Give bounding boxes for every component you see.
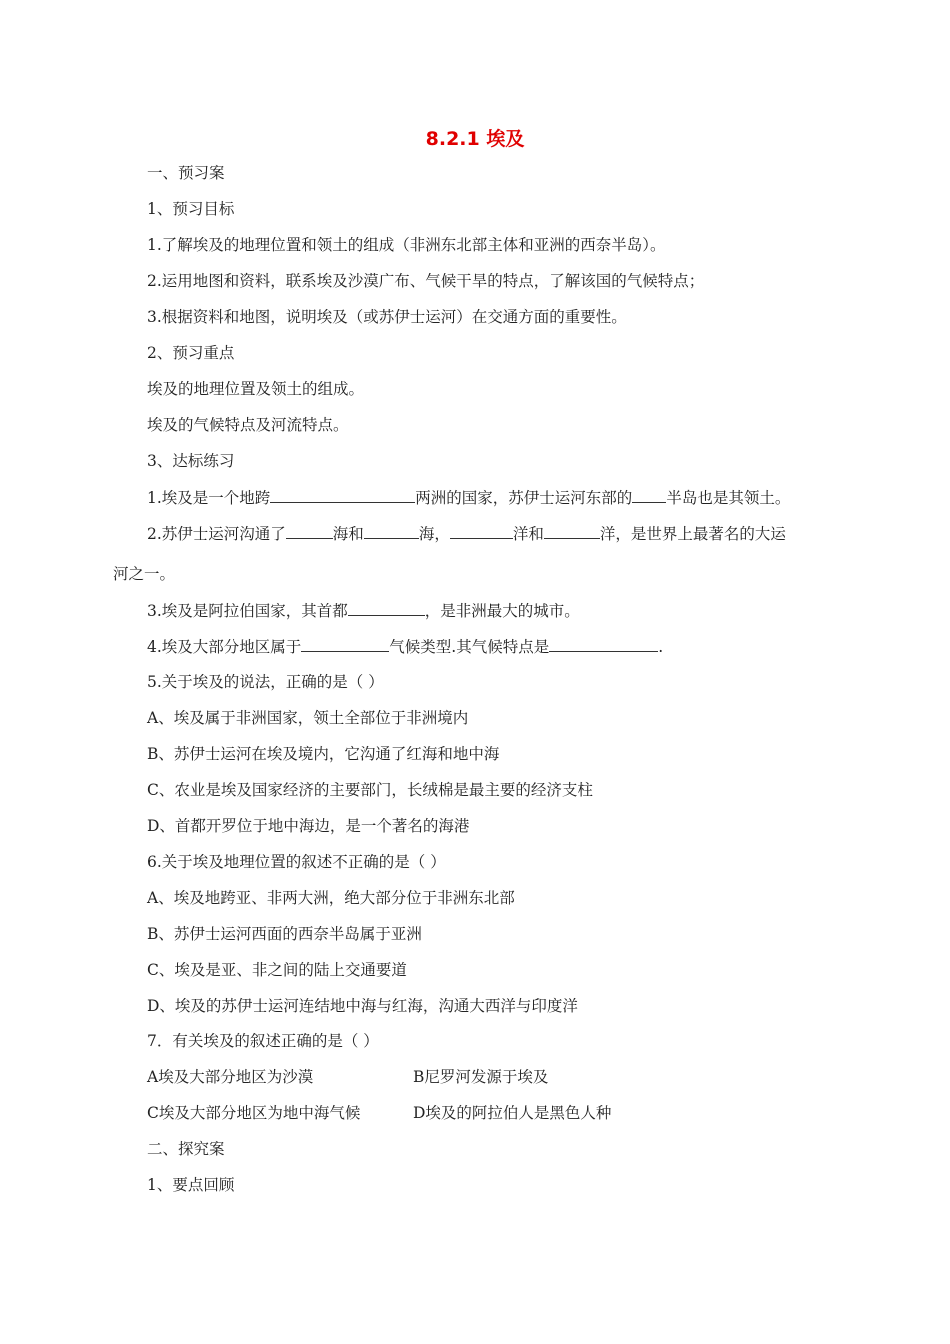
question-1-part-a: 1.埃及是一个地跨 <box>147 489 271 507</box>
section-heading-inquiry: 二、探究案 <box>147 1140 225 1158</box>
question-2-continuation: 河之一。 <box>113 565 176 583</box>
question-6-option-d: D、埃及的苏伊士运河连结地中海与红海，沟通大西洋与印度洋 <box>147 997 578 1015</box>
question-1-part-c: 半岛也是其领土。 <box>666 489 791 507</box>
question-7-option-a: A埃及大部分地区为沙漠 <box>147 1068 314 1086</box>
answer-blank[interactable] <box>632 487 666 503</box>
question-1 <box>147 487 790 508</box>
focus-item-2: 埃及的气候特点及河流特点。 <box>147 416 349 434</box>
question-2-part-b: 海和 <box>332 525 364 543</box>
question-4-part-a: 4.埃及大部分地区属于 <box>147 638 302 656</box>
answer-blank[interactable] <box>286 523 333 539</box>
answer-blank[interactable] <box>544 523 600 539</box>
question-5-stem: 5.关于埃及的说法，正确的是（ ） <box>147 673 384 691</box>
question-6-option-c: C、埃及是亚、非之间的陆上交通要道 <box>147 961 407 979</box>
answer-blank[interactable] <box>364 523 419 539</box>
answer-blank[interactable] <box>270 487 415 503</box>
focus-item-1: 埃及的地理位置及领土的组成。 <box>147 380 365 398</box>
question-3-part-a: 3.埃及是阿拉伯国家，其首都 <box>147 602 348 620</box>
question-7-option-c: C埃及大部分地区为地中海气候 <box>147 1104 361 1122</box>
goal-item-2: 2.运用地图和资料，联系埃及沙漠广布、气候干旱的特点，了解该国的气候特点； <box>147 272 705 290</box>
subheading-preview-goals: 1、预习目标 <box>147 200 235 218</box>
question-4 <box>147 636 663 657</box>
answer-blank[interactable] <box>348 600 425 616</box>
question-3 <box>147 600 580 621</box>
question-2-part-d: 洋和 <box>512 525 544 543</box>
question-1-part-b: 两洲的国家，苏伊士运河东部的 <box>415 489 633 507</box>
goal-item-1: 1.了解埃及的地理位置和领土的组成（非洲东北部主体和亚洲的西奈半岛）。 <box>147 236 666 254</box>
question-6-option-a: A、埃及地跨亚、非两大洲，绝大部分位于非洲东北部 <box>147 889 515 907</box>
section-heading-preview: 一、预习案 <box>147 164 225 182</box>
question-7-option-b: B尼罗河发源于埃及 <box>413 1068 549 1086</box>
question-2 <box>147 523 786 544</box>
answer-blank[interactable] <box>450 523 513 539</box>
question-6-stem: 6.关于埃及地理位置的叙述不正确的是（ ） <box>147 853 446 871</box>
answer-blank[interactable] <box>301 636 389 652</box>
question-2-part-a: 2.苏伊士运河沟通了 <box>147 525 286 543</box>
question-5-option-a: A、埃及属于非洲国家，领土全部位于非洲境内 <box>147 709 469 727</box>
question-6-option-b: B、苏伊士运河西面的西奈半岛属于亚洲 <box>147 925 422 943</box>
goal-item-3: 3.根据资料和地图，说明埃及（或苏伊士运河）在交通方面的重要性。 <box>147 308 627 326</box>
page-title: 8.2.1 埃及 <box>425 128 525 150</box>
question-7-option-d: D埃及的阿拉伯人是黑色人种 <box>413 1104 612 1122</box>
question-7-stem: 7．有关埃及的叙述正确的是（ ） <box>147 1032 379 1050</box>
question-5-option-b: B、苏伊士运河在埃及境内，它沟通了红海和地中海 <box>147 745 500 763</box>
answer-blank[interactable] <box>549 636 658 652</box>
question-5-option-c: C、农业是埃及国家经济的主要部门，长绒棉是最主要的经济支柱 <box>147 781 593 799</box>
question-2-part-e: 洋，是世界上最著名的大运 <box>599 525 786 543</box>
question-4-part-c: . <box>658 638 664 656</box>
question-2-part-c: 海， <box>418 525 450 543</box>
question-5-option-d: D、首都开罗位于地中海边，是一个著名的海港 <box>147 817 470 835</box>
subheading-preview-focus: 2、预习重点 <box>147 344 235 362</box>
subheading-practice: 3、达标练习 <box>147 452 235 470</box>
question-3-part-b: ，是非洲最大的城市。 <box>424 602 580 620</box>
question-4-part-b: 气候类型.其气候特点是 <box>389 638 550 656</box>
subheading-review: 1、要点回顾 <box>147 1176 235 1194</box>
